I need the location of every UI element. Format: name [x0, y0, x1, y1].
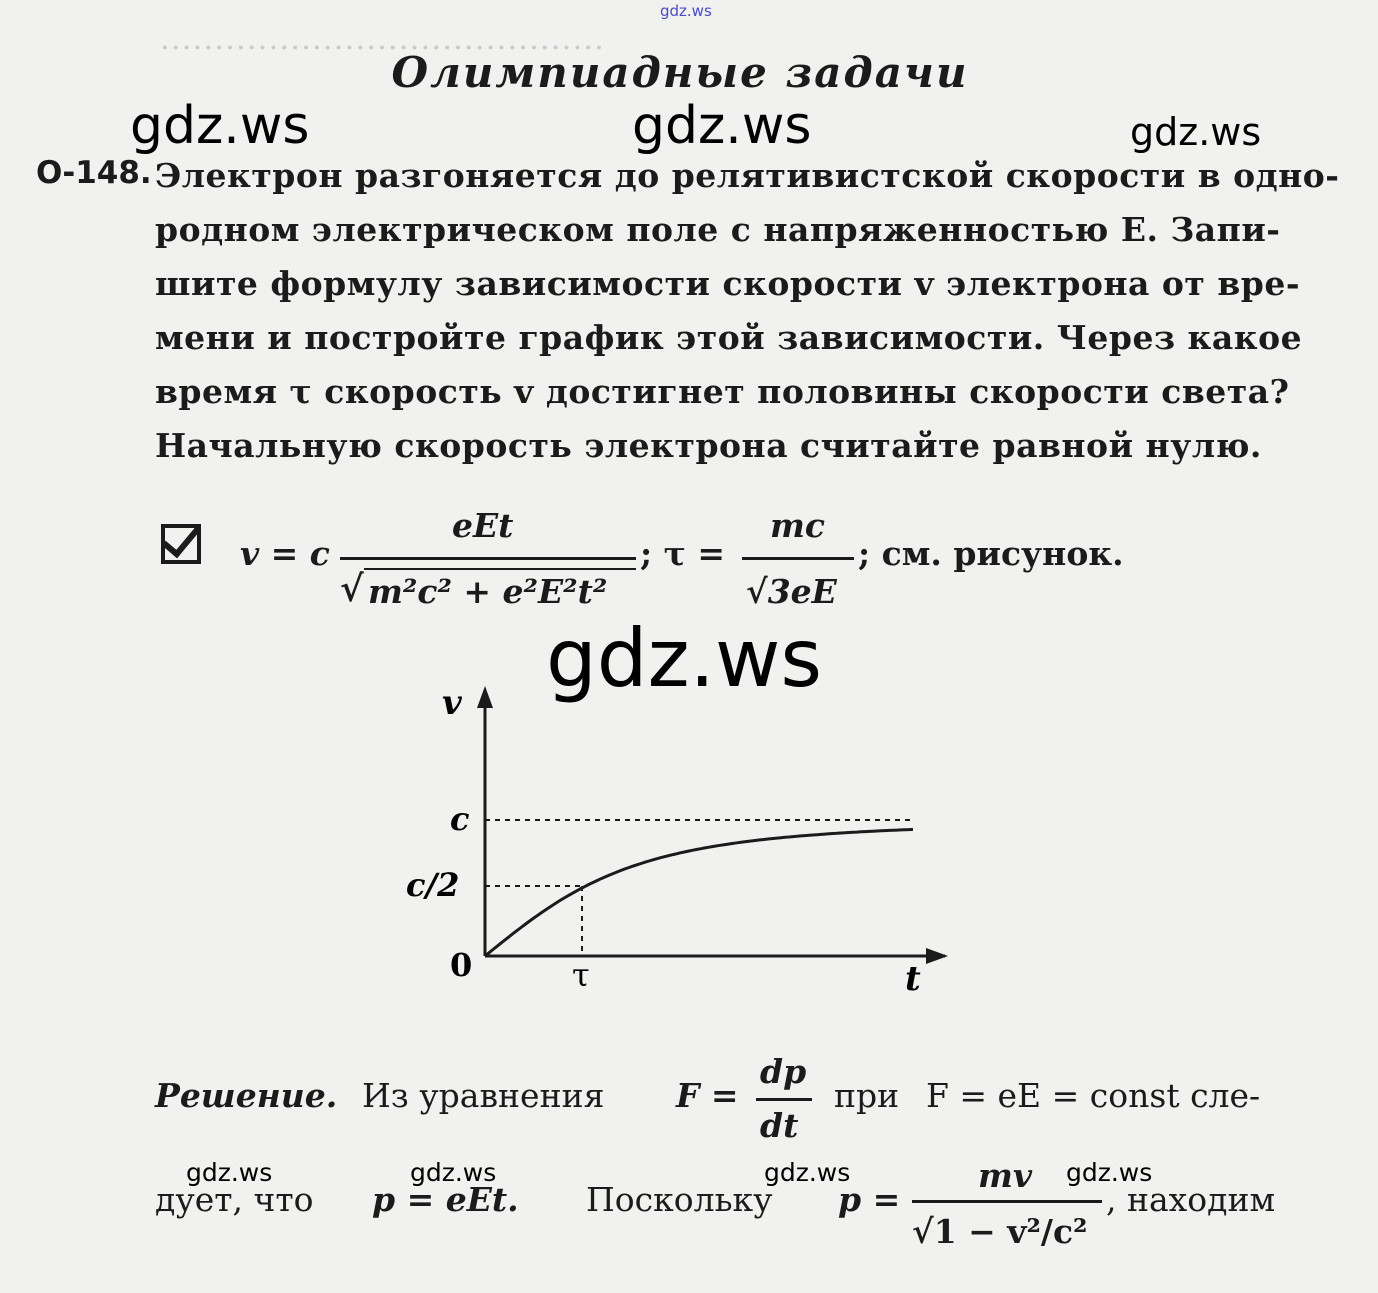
answer-frac1-numerator: eEt: [452, 506, 514, 545]
task-line-3: шите формулу зависимости скорости v электрона от вре-: [155, 264, 1301, 303]
watermark-small-1: gdz.ws: [186, 1158, 273, 1187]
answer-frac1-bar: [340, 557, 636, 560]
answer-frac2-denominator: √3eE: [746, 572, 837, 611]
task-line-2: родном электрическом поле с напряженностью E. Запи-: [155, 210, 1281, 249]
task-line-4: мени и постройте график этой зависимости. Через какое: [155, 318, 1303, 357]
solution-text-1c: F = eE = const сле-: [926, 1076, 1261, 1115]
answer-frac1-sqrt: √: [340, 568, 364, 610]
answer-frac1-denominator: m²c² + e²E²t²: [368, 572, 608, 611]
y-tick-zero: 0: [450, 946, 473, 984]
solution-formula-F: F =: [676, 1076, 739, 1115]
solution-dp: dp: [760, 1052, 807, 1091]
solution-mv-denominator: √1 − v²/c²: [912, 1212, 1088, 1251]
answer-separator: ; τ =: [640, 534, 726, 573]
answer-frac2-numerator: mc: [770, 506, 826, 545]
task-line-1: Электрон разгоняется до релятивистской скорости в одно-: [155, 156, 1340, 195]
answer-tail: ; см. рисунок.: [858, 534, 1124, 573]
solution-text-1b: при: [834, 1076, 900, 1115]
watermark-1: gdz.ws: [130, 96, 310, 156]
page-heading: Олимпиадные задачи: [391, 48, 969, 97]
watermark-small-2: gdz.ws: [410, 1158, 497, 1187]
task-number: О-148.: [36, 155, 152, 191]
solution-text-2b: Поскольку: [586, 1180, 773, 1219]
solution-dpdt-bar: [756, 1098, 812, 1101]
solution-text-2a: дует, что: [155, 1180, 314, 1219]
x-axis-arrow-icon: [926, 948, 948, 964]
watermark-small-3: gdz.ws: [764, 1158, 851, 1187]
task-line-5: время τ скорость v достигнет половины скорости света?: [155, 372, 1290, 411]
answer-lhs: v = c: [240, 534, 330, 573]
y-tick-half-c: c/2: [406, 866, 460, 904]
solution-p-formula: p =: [838, 1180, 901, 1219]
answer-checkbox-icon: [161, 524, 201, 564]
watermark-small-4: gdz.ws: [1066, 1158, 1153, 1187]
answer-frac1-sqrt-bar: [364, 568, 636, 570]
y-axis-arrow-icon: [477, 686, 493, 708]
solution-p-eEt: p = eEt.: [372, 1180, 519, 1219]
watermark-2: gdz.ws: [632, 96, 812, 156]
solution-text-2c: , находим: [1106, 1180, 1276, 1219]
solution-text-1a: Из уравнения: [362, 1076, 605, 1115]
answer-frac2-bar: [742, 557, 854, 560]
watermark-top: gdz.ws: [660, 2, 712, 20]
solution-mv-bar: [912, 1200, 1102, 1203]
bleed-through-texture: ·········································: [160, 30, 606, 66]
watermark-center: gdz.ws: [546, 612, 823, 705]
y-tick-c: c: [450, 800, 470, 838]
y-axis-label: v: [442, 683, 462, 723]
solution-mv: mv: [978, 1156, 1033, 1195]
x-tick-tau: τ: [572, 956, 590, 994]
solution-dt: dt: [760, 1106, 799, 1145]
solution-label: Решение.: [155, 1076, 338, 1115]
x-axis-label: t: [905, 959, 921, 999]
watermark-3: gdz.ws: [1130, 110, 1262, 154]
velocity-graph: [400, 670, 960, 1000]
task-line-6: Начальную скорость электрона считайте равной нулю.: [155, 426, 1262, 465]
velocity-curve: [485, 829, 913, 956]
